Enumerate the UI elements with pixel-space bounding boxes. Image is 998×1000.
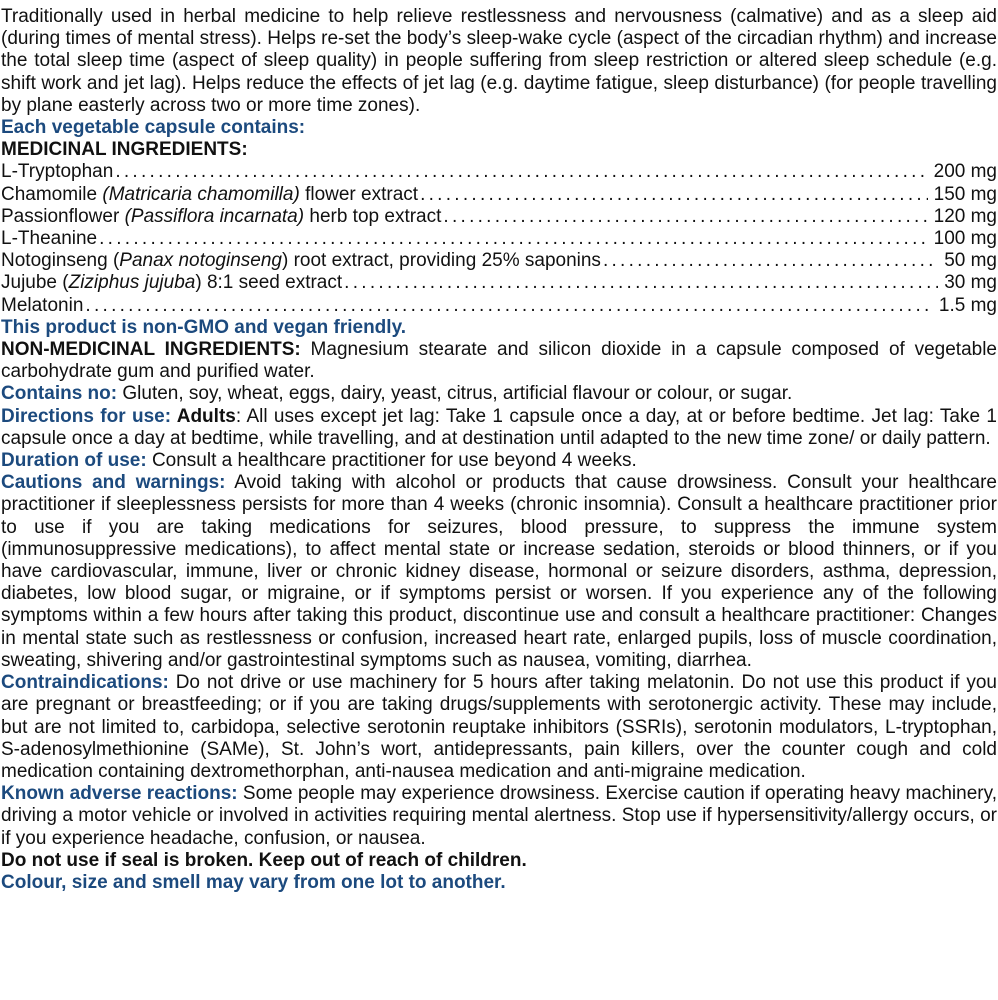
cautions-text: Avoid taking with alcohol or products that cause drowsiness. Consult your healthcare practitioner if sleeplessness persists for more than 4 weeks (chronic insomnia). Consult a healthcare practitioner prior to use if you are taking medications for seizures, blood pressure, to suppress the immune system (immunosuppressive medications), to affect mental state or increase sedation, steroids or blood thinners, or if you have cardiovascular, immune, liver or chronic kidney disease, hormonal or seizure disorders, asthma, depression, diabetes, low blood sugar, or migraine, or if symptoms persist or worsen. If you experience any of the following symptoms within a few hours after taking this product, discontinue use and consult a healthcare practitioner: Changes in mental state such as restlessness or confusion, increased heart rate, enlarged pupils, loss of muscle coordination, sweating, shivering and/or gastrointestinal symptoms such as nausea, vomiting, diarrhea. — [1, 472, 997, 671]
ingredient-amount: 200 mg — [933, 161, 997, 183]
adverse-reactions-label: Known adverse reactions: — [1, 783, 238, 805]
ingredient-row — [1, 272, 997, 294]
intro-paragraph: Traditionally used in herbal medicine to help relieve restlessness and nervousness (calmative) and as a sleep aid (during times of mental stress). Helps re-set the body’s sleep-wake cycle (aspect of the circadian rhythm) and increase the total sleep time (aspect of sleep quality) in people suffering from sleep restriction or altered sleep schedule (e.g. shift work and jet lag). Helps reduce the effects of jet lag (e.g. daytime fatigue, sleep disturbance) (for people travelling by plane easterly across two or more time zones). — [1, 6, 997, 116]
cautions-label: Cautions and warnings: — [1, 472, 226, 494]
directions-text: : All uses except jet lag: Take 1 capsule once a day, at or before bedtime. Jet lag: Take 1 capsule once a day at bedtime, while travelling, and at destination until adapted to the new time zone/ or daily pattern. — [1, 405, 997, 449]
duration-section — [1, 450, 997, 472]
adverse-reactions-section — [1, 783, 997, 850]
cautions-section — [1, 472, 997, 672]
medicinal-heading: MEDICINAL INGREDIENTS: — [1, 139, 248, 161]
dot-leader — [344, 272, 938, 294]
duration-text: Consult a healthcare practitioner for use beyond 4 weeks. — [146, 450, 637, 472]
contains-no-text: Gluten, soy, wheat, eggs, dairy, yeast, citrus, artificial flavour or colour, or sugar. — [117, 383, 793, 405]
adverse-reactions-text: Some people may experience drowsiness. Exercise caution if operating heavy machinery, driving a motor vehicle or involved in activities requiring mental alertness. Stop use if hypersensitivity/allergy occurs, or if you experience headache, confusion, or nausea. — [1, 783, 997, 849]
dot-leader — [603, 250, 938, 272]
ingredient-name: L-Theanine — [1, 228, 98, 250]
dot-leader — [85, 295, 933, 317]
directions-section — [1, 406, 997, 450]
ingredient-name: Jujube (Ziziphus jujuba) 8:1 seed extract — [1, 272, 343, 294]
non-gmo-statement: This product is non-GMO and vegan friendly. — [1, 316, 407, 338]
ingredient-amount: 30 mg — [944, 272, 997, 294]
contains-no-label: Contains no: — [1, 383, 118, 405]
ingredient-amount: 1.5 mg — [938, 294, 997, 316]
dot-leader — [115, 161, 927, 183]
ingredient-row — [1, 184, 997, 206]
seal-warning: Do not use if seal is broken. Keep out of reach of children. — [1, 849, 527, 871]
ingredient-name: L-Tryptophan — [1, 161, 114, 183]
ingredient-name: Passionflower (Passiflora incarnata) herb top extract — [1, 205, 442, 227]
capsule-heading: Each vegetable capsule contains: — [1, 117, 306, 139]
contains-no-section — [1, 383, 997, 405]
ingredient-amount: 120 mg — [933, 205, 997, 227]
directions-label: Directions for use: — [1, 405, 172, 427]
ingredient-amount: 50 mg — [944, 250, 997, 272]
ingredient-name: Chamomile (Matricaria chamomilla) flower extract — [1, 183, 419, 205]
dot-leader — [443, 206, 927, 228]
ingredient-row — [1, 228, 997, 250]
directions-sublabel: Adults — [171, 405, 236, 427]
ingredient-row — [1, 250, 997, 272]
ingredient-row — [1, 161, 997, 183]
colour-note: Colour, size and smell may vary from one lot to another. — [1, 871, 506, 893]
ingredient-amount: 100 mg — [933, 228, 997, 250]
contraindications-section — [1, 672, 997, 783]
contraindications-label: Contraindications: — [1, 672, 169, 694]
non-medicinal-text: Magnesium stearate and silicon dioxide in a capsule composed of vegetable carbohydrate gum and purified water. — [1, 339, 997, 383]
duration-label: Duration of use: — [1, 450, 147, 472]
non-medicinal-label: NON-MEDICINAL INGREDIENTS: — [1, 339, 301, 361]
ingredient-name: Notoginseng (Panax notoginseng) root extract, providing 25% saponins — [1, 250, 601, 272]
dot-leader — [420, 184, 928, 206]
dot-leader — [99, 228, 928, 250]
ingredient-row — [1, 206, 997, 228]
ingredient-amount: 150 mg — [933, 183, 997, 205]
ingredient-name: Melatonin — [1, 294, 84, 316]
ingredient-list — [1, 161, 997, 316]
non-medicinal-section — [1, 339, 997, 383]
ingredient-row — [1, 295, 997, 317]
contraindications-text: Do not drive or use machinery for 5 hours after taking melatonin. Do not use this product if you are pregnant or breastfeeding; or if you are taking drugs/supplements with serotonergic activity. These may include, but are not limited to, carbidopa, selective serotonin reuptake inhibitors (SSRIs), serotonin modulators, L-tryptophan, S-adenosylmethionine (SAMe), St. John’s wort, antidepressants, pain killers, over the counter cough and cold medication containing dextromethorphan, anti-nausea medication and anti-migraine medication. — [1, 672, 997, 782]
